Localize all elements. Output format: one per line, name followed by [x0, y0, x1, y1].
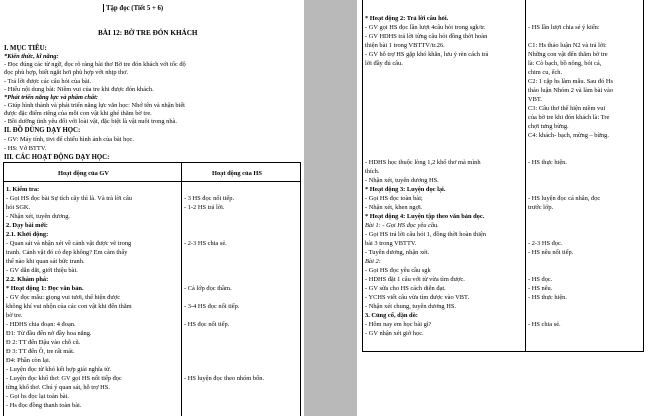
table-cell: - Nhận xét chung, tuyên dương HS. [365, 303, 456, 310]
table-cell: - HS đọc. [528, 276, 553, 283]
table-cell: trước lớp. [528, 204, 554, 211]
table-cell: chim cu, ếch. [528, 69, 563, 76]
table-cell: - GV sửa cho HS cách diễn đạt. [365, 285, 446, 292]
table-cell: - Gọi HS đọc bài Sự tích cây thì là. Và trả lời câu [6, 195, 132, 202]
table-cell: - 1-2 HS trả lời. [184, 204, 225, 211]
table-cell: * Hoạt động 3: Luyện đọc lại. [365, 186, 446, 193]
table-cell: * Hoạt động 2: Trả lời câu hỏi. [365, 15, 449, 22]
table-cell: - GV gọi HS đọc lần lượt 4câu hỏi trong sgk/tr. [365, 24, 486, 31]
table-cell: bờ tre. [6, 312, 23, 319]
table-cell: * Hoạt động 4: Luyện tập theo văn bản đọc. [365, 213, 485, 220]
table-cell: lời đầy đủ câu. [365, 60, 403, 67]
table-cell: 1. Kiểm tra: [6, 186, 40, 193]
table-cell: - Gọi HS đọc toàn bài; [365, 195, 423, 202]
table-cell: - 3 HS đọc nối tiếp. [184, 195, 235, 202]
table-cell: - Hs đọc đồng thanh toàn bài. [6, 402, 82, 409]
table-cell: - Gọi HS đọc yêu cầu sgk [365, 267, 431, 274]
table-cell: - Nhận xét, khen ngợi. [365, 204, 423, 211]
table-cell: Đ4: Phần còn lại. [6, 357, 51, 364]
subsection-competencies: *Phát triển năng lực và phẩm chất: [4, 94, 99, 101]
table-cell: - Gọi HS trả lời câu hỏi 1, đồng thời hoàn thiện [365, 231, 487, 238]
table-cell: là: Cò bạch, bồ nông, bói cá, [528, 60, 602, 67]
table-cell: C1: Hs thảo luận N2 và trả lời: [528, 42, 607, 49]
table-cell: thế nào khi quan sát bức tranh. [6, 258, 85, 265]
table-cell: - HDHS học thuộc lòng 1,2 khổ thơ mà mình [365, 159, 481, 166]
section-activities: III. CÁC HOẠT ĐỘNG DẠY HỌC: [4, 154, 110, 161]
table-cell: - Hôm nay em học bài gì? [365, 321, 432, 328]
table-cell: - 2-3 HS chia sẻ. [184, 240, 227, 247]
lesson-period-title: Tập đọc (Tiết 5 + 6) [106, 5, 164, 12]
table-cell: - GV dẫn dắt, giới thiệu bài. [6, 267, 78, 274]
table-cell: thảo luận Nhóm 2 và làm bài vào [528, 87, 614, 94]
table-cell: hỏi SGK. [6, 204, 31, 211]
section-objectives: I. MỤC TIÊU: [4, 45, 47, 52]
table-cell: Bài 2: [365, 258, 381, 265]
table-cell: của bờ tre khi đón khách là: Tre [528, 114, 610, 121]
table-cell: 3. Củng cố, dặn dò: [365, 312, 418, 319]
table-cell: - HS lần lượt chia sẻ ý kiến: [528, 24, 600, 31]
table-cell: bài 3 trong VBTTV. [365, 240, 417, 247]
table-cell: từng khổ thơ. Chú ý quan sát, hỗ trợ HS. [6, 384, 110, 391]
table-cell: - GV HDHS trả lời từng câu hỏi đồng thời hoàn [365, 33, 488, 40]
text-line: - HS: Vở BTTV. [4, 145, 47, 152]
table-cell: C2: 1 cặp hs làm mẫu. Sau đó Hs [528, 78, 614, 85]
text-line: - Đọc đúng các từ ngữ, đọc rõ ràng bài thơ Bờ tre đón khách với tốc độ [4, 61, 186, 68]
table-cell: thiện bài 1 trong VBTTV/tr.26. [365, 42, 445, 49]
table-cell: 2.1. Khởi động: [6, 231, 49, 238]
table-cell: chợt tưng bừng. [528, 123, 569, 130]
table-cell: - Luyện đọc từ khó kết hợp giải nghĩa từ. [6, 366, 112, 373]
table-cell: - GV nhận xét giờ học. [365, 330, 424, 337]
text-line: - Giúp hình thành và phát triển năng lực văn học: Nhớ tên và nhận biết [4, 102, 185, 109]
table-cell: - HS luyện đọc cá nhân, đọc [528, 195, 601, 202]
subsection-knowledge: *Kiến thức, kĩ năng: [4, 53, 59, 60]
table-cell: - Gọi hs đọc lại toàn bài. [6, 393, 70, 400]
table-cell: Những con vật đến thăm bờ tre [528, 51, 608, 58]
table-cell: - Quan sát và nhận xét về cảnh vật được vẽ trong [6, 240, 132, 247]
table-cell: - HS thực hiện. [528, 159, 567, 166]
table-cell: thích. [365, 168, 380, 175]
lesson-title: BÀI 12: BỜ TRE ĐÓN KHÁCH [98, 29, 198, 37]
text-line: - Bồi dưỡng tình yêu đối với loài vật, đặc biệt là vật nuôi trong nhà. [4, 118, 177, 125]
table-cell: tranh. Cảnh vật đó có đẹp không? Em cảm thấy [6, 249, 128, 256]
table-cell: - Luyện đọc khổ thơ: GV gọi HS nối tiếp đọc [6, 375, 122, 382]
table-cell: * Hoạt động 1: Đọc văn bản. [6, 285, 84, 292]
text-line: - Trả lời được các câu hỏi của bài. [4, 78, 92, 85]
section-materials: II. ĐỒ DÙNG DẠY HỌC: [4, 127, 81, 134]
text-cursor [103, 4, 104, 12]
text-line: - GV: Máy tính, tivi để chiếu hình ảnh của bài học. [4, 136, 134, 143]
table-cell: - Nhận xét, tuyên dương HS. [365, 177, 439, 184]
document-page-left [0, 0, 304, 416]
table-cell: Đ 2: TT đến Đậu vào chỗ cũ. [6, 339, 81, 346]
table-cell: - HS chia sẻ. [528, 321, 561, 328]
table-header-teacher: Hoạt động của GV [58, 170, 109, 177]
table-cell: 2. Dạy bài mới: [6, 222, 48, 229]
document-page-right [357, 0, 650, 416]
table-cell: - Nhận xét, tuyên dương. [6, 213, 70, 220]
table-cell: C4: khách- bạch, mừng – bừng. [528, 132, 609, 139]
table-cell: Đ 3: TT đến Ồ, tre rất mát. [6, 348, 75, 355]
table-cell: VBT. [528, 96, 542, 103]
table-cell: 2.2. Khám phá: [6, 276, 49, 283]
table-cell: - HDHS đặt 1 câu với từ vừa tìm được. [365, 276, 465, 283]
text-line: được đặc điểm riêng của mỗi con vật khi ghé thăm bờ tre. [4, 110, 152, 117]
table-cell: - HS nêu nối tiếp. [528, 249, 574, 256]
table-cell: C3: Câu thơ thể hiện niềm vui [528, 105, 606, 112]
table-cell: - Tuyên dương, nhận xét. [365, 249, 430, 256]
table-cell: - 2-3 HS đọc. [528, 240, 563, 247]
table-cell: không khí vui nhộn của các con vật khi đến thăm [6, 303, 132, 310]
table-cell: - Cả lớp đọc thầm. [184, 285, 232, 292]
text-line: đọc phù hợp, biết ngắt hơi phù hợp với nhịp thơ. [4, 69, 129, 76]
table-cell: - HS luyện đọc theo nhóm bốn. [184, 375, 265, 382]
table-cell: - 3-4 HS đọc nối tiếp. [184, 303, 240, 310]
table-cell: - HS nêu. [528, 285, 553, 292]
table-cell: Bài 1: - Gọi HS đọc yêu cầu. [365, 222, 439, 229]
table-cell: - HS đọc nối tiếp. [184, 321, 230, 328]
table-cell: - HDHS chia đoạn: 4 đoạn. [6, 321, 76, 328]
table-cell: - GV hỗ trợ HS gặp khó khăn, lưu ý rèn cách trả [365, 51, 489, 58]
text-line: - Hiểu nội dung bài: Niềm vui của tre khi được đón khách. [4, 86, 154, 93]
table-cell: - GV đọc mẫu: giọng vui tươi, thể hiện được [6, 294, 121, 301]
table-cell: - YCHS viết câu vừa tìm được vào VBT. [365, 294, 470, 301]
table-cell: - HS thực hiện. [528, 294, 567, 301]
table-cell: Đ1: Từ đầu đến nở đầy hoa nắng. [6, 330, 92, 337]
table-header-student: Hoạt động của HS [212, 170, 262, 177]
